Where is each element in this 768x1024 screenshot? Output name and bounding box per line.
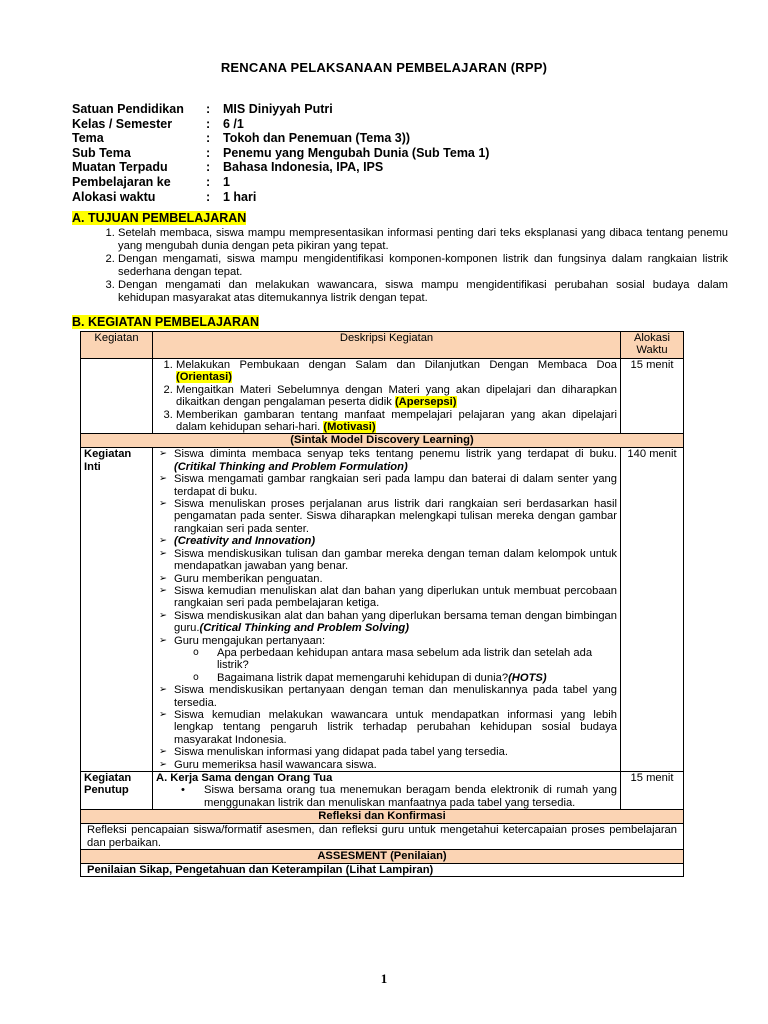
opening-time-cell: [621, 359, 684, 434]
meta-colon: :: [206, 174, 211, 189]
core-list: [156, 448, 617, 771]
table-row-assessment: [81, 864, 684, 877]
core-item-text: Guru mengajukan pertanyaan:: [174, 634, 326, 647]
table-row-core: [81, 448, 684, 772]
opening-item: [176, 409, 617, 434]
core-time: 140 menit: [627, 448, 677, 461]
closing-label: Kegiatan Penutup: [81, 772, 153, 810]
meta-value: Penemu yang Mengubah Dunia (Sub Tema 1): [223, 145, 490, 160]
page-number: 1: [380, 971, 388, 986]
identity-block: [72, 102, 489, 204]
opening-item: [176, 384, 617, 409]
band-syntax: (Sintak Model Discovery Learning): [81, 434, 684, 448]
core-item: [156, 473, 617, 498]
table-band-syntax: [81, 434, 684, 448]
meta-row-satuan: [72, 102, 489, 117]
core-time-cell: [621, 448, 684, 772]
core-item: [156, 746, 617, 758]
section-a-heading-text: A. TUJUAN PEMBELAJARAN: [72, 211, 247, 225]
table-row-reflection: [81, 824, 684, 850]
meta-row-kelas: [72, 117, 489, 132]
core-item: [156, 448, 617, 473]
header-alokasi: Alokasi Waktu: [621, 332, 684, 359]
question-item: [174, 647, 617, 672]
meta-value: Bahasa Indonesia, IPA, IPS: [223, 160, 384, 175]
assessment-text: Penilaian Sikap, Pengetahuan dan Keterampilan (Lihat Lampiran): [81, 864, 684, 877]
core-item: [156, 759, 617, 771]
opening-item-text: Mengaitkan Materi Sebelumnya dengan Materi yang akan dipelajari dan diharapkan dikaitkan dengan pengalaman peserta didik: [176, 383, 617, 409]
core-item-emphasis: (Critikal Thinking and Problem Formulation): [174, 460, 408, 473]
core-item: [156, 610, 617, 635]
core-item-emphasis: (Creativity and Innovation): [174, 535, 316, 548]
question-text: Apa perbedaan kehidupan antara masa sebelum ada listrik dan setelah ada listrik?: [217, 646, 593, 672]
section-a-heading: [72, 211, 246, 225]
meta-row-pembelajaran: [72, 175, 489, 190]
meta-value: 1: [223, 174, 230, 189]
meta-row-muatan: [72, 160, 489, 175]
objectives-list: [88, 227, 728, 305]
core-description-cell: [153, 448, 621, 772]
band-reflection: Refleksi dan Konfirmasi: [81, 810, 684, 824]
meta-row-tema: [72, 131, 489, 146]
meta-row-alokasi: [72, 190, 489, 205]
core-item: [156, 635, 617, 685]
meta-label: Alokasi waktu: [72, 189, 156, 204]
meta-value: Tokoh dan Penemuan (Tema 3)): [223, 131, 411, 146]
core-item-text: Siswa mendiskusikan pertanyaan dengan teman dan menuliskannya pada tabel yang tersedia.: [174, 684, 617, 709]
core-item: [156, 573, 617, 585]
meta-label: Sub Tema: [72, 145, 131, 160]
meta-colon: :: [206, 116, 211, 131]
core-item-text: Siswa mendiskusikan alat dan bahan yang diperlukan bersama teman dengan bimbingan guru.: [174, 609, 617, 635]
closing-description-cell: [153, 772, 621, 810]
table-header-row: [81, 332, 684, 359]
document-title: RENCANA PELAKSANAAN PEMBELAJARAN (RPP): [220, 60, 548, 75]
core-item-text: Siswa menuliskan informasi yang didapat pada tabel yang tersedia.: [174, 746, 508, 759]
table-row-closing: [81, 772, 684, 810]
core-item-text: Siswa diminta membaca senyap teks tentang penemu listrik yang terdapat di buku.: [174, 448, 617, 461]
core-item-text: Siswa mengamati gambar rangkaian seri pada lampu dan baterai di dalam senter yang terdapat di buku.: [174, 473, 617, 498]
core-item: [156, 498, 617, 535]
core-item: [156, 548, 617, 573]
opening-item-text: Melakukan Pembukaan dengan Salam dan Dilanjutkan Dengan Membaca Doa: [176, 359, 617, 371]
section-b-heading: [72, 315, 259, 329]
objective-item: 1. Setelah membaca, siswa mampu mempresentasikan informasi penting dari teks eksplanasi yang dibaca tentang penemu yang mengubah dunia dengan peta pikiran yang tepat.: [118, 227, 728, 253]
opening-time: 15 menit: [630, 359, 674, 371]
question-item: [174, 672, 617, 684]
opening-list: [156, 359, 617, 433]
section-b-heading-text: B. KEGIATAN PEMBELAJARAN: [72, 315, 260, 329]
core-item-text: Siswa kemudian menuliskan alat dan bahan yang diperlukan untuk membuat percobaan rangkaian seri pada pembelajaran ketiga.: [174, 584, 617, 610]
table-band-assessment: [81, 850, 684, 864]
meta-colon: :: [206, 189, 211, 204]
meta-colon: :: [206, 145, 211, 160]
core-item: [156, 535, 617, 547]
question-emphasis: (HOTS): [508, 671, 547, 684]
meta-label: Muatan Terpadu: [72, 160, 168, 175]
meta-colon: :: [206, 102, 211, 116]
core-item-text: Siswa menuliskan proses perjalanan arus listrik dari rangkaian seri berdasarkan hasil pengamatan pada senter. Siswa diharapkan melengkapi tulisan mereka dengan gambar rangkaian seri pada senter.: [174, 498, 617, 535]
opening-item: [176, 359, 617, 384]
meta-value: 6 /1: [223, 116, 244, 131]
meta-value: MIS Diniyyah Putri: [223, 102, 333, 116]
table-row-opening: [81, 359, 684, 434]
core-item-text: Guru memeriksa hasil wawancara siswa.: [174, 758, 377, 771]
meta-label: Tema: [72, 131, 104, 146]
closing-subheading: A. Kerja Sama dengan Orang Tua: [156, 772, 333, 784]
closing-time-cell: [621, 772, 684, 810]
closing-item: • Siswa bersama orang tua menemukan beragam benda elektronik di rumah yang menggunakan listrik dan menuliskan manfaatnya pada tabel yang tersedia.: [156, 784, 617, 809]
closing-time: 15 menit: [630, 772, 674, 784]
core-item-text: Guru memberikan penguatan.: [174, 572, 323, 585]
opening-item-tag: (Motivasi): [323, 421, 376, 434]
band-assessment: ASSESMENT (Penilaian): [81, 850, 684, 864]
core-item: [156, 684, 617, 709]
opening-description-cell: [153, 359, 621, 434]
question-text: Bagaimana listrik dapat memengaruhi kehidupan di dunia?: [217, 671, 509, 684]
opening-label-cell: [81, 359, 153, 434]
header-kegiatan: Kegiatan: [81, 332, 153, 359]
core-item-text: Siswa kemudian melakukan wawancara untuk mendapatkan informasi yang lebih lengkap tentang pengaruh listrik terhadap perubahan kehidupan sosial budaya masyarakat Indonesia.: [174, 708, 617, 746]
meta-colon: :: [206, 131, 211, 146]
header-deskripsi: Deskripsi Kegiatan: [153, 332, 621, 359]
reflection-text: Refleksi pencapaian siswa/formatif asesmen, dan refleksi guru untuk mengetahui ketercapaian proses pembelajaran dan perbaikan.: [81, 824, 684, 850]
meta-value: 1 hari: [223, 189, 257, 204]
opening-item-text: Memberikan gambaran tentang manfaat mempelajari pelajaran yang akan dipelajari dalam kehidupan sehari-hari.: [176, 408, 617, 434]
core-item-text: Siswa mendiskusikan tulisan dan gambar mereka dengan teman dalam kelompok untuk mendapatkan jawaban yang benar.: [174, 547, 617, 573]
meta-colon: :: [206, 160, 211, 175]
meta-label: Satuan Pendidikan: [72, 102, 184, 116]
objective-item: 3. Dengan mengamati dan melakukan wawancara, siswa mampu mengidentifikasi perubahan sosial budaya dalam kehidupan masyarakat atas ditemukannya listrik dengan tepat.: [118, 279, 728, 305]
core-item: [156, 709, 617, 746]
opening-item-tag: (Orientasi): [176, 371, 232, 384]
core-item-emphasis: (Critical Thinking and Problem Solving): [199, 622, 409, 635]
question-list: [174, 647, 617, 684]
meta-label: Pembelajaran ke: [72, 174, 171, 189]
objective-item: 2. Dengan mengamati, siswa mampu mengidentifikasi komponen-komponen listrik dan fungsinya dalam rangkaian listrik sederhana dengan tepat.: [118, 253, 728, 279]
core-label: Kegiatan Inti: [81, 448, 153, 772]
closing-list: [156, 784, 617, 809]
opening-item-tag: (Apersepsi): [394, 396, 457, 409]
meta-row-subtema: [72, 146, 489, 161]
meta-label: Kelas / Semester: [72, 116, 173, 131]
core-item: [156, 585, 617, 610]
table-band-reflection: [81, 810, 684, 824]
activities-table: [80, 331, 684, 877]
